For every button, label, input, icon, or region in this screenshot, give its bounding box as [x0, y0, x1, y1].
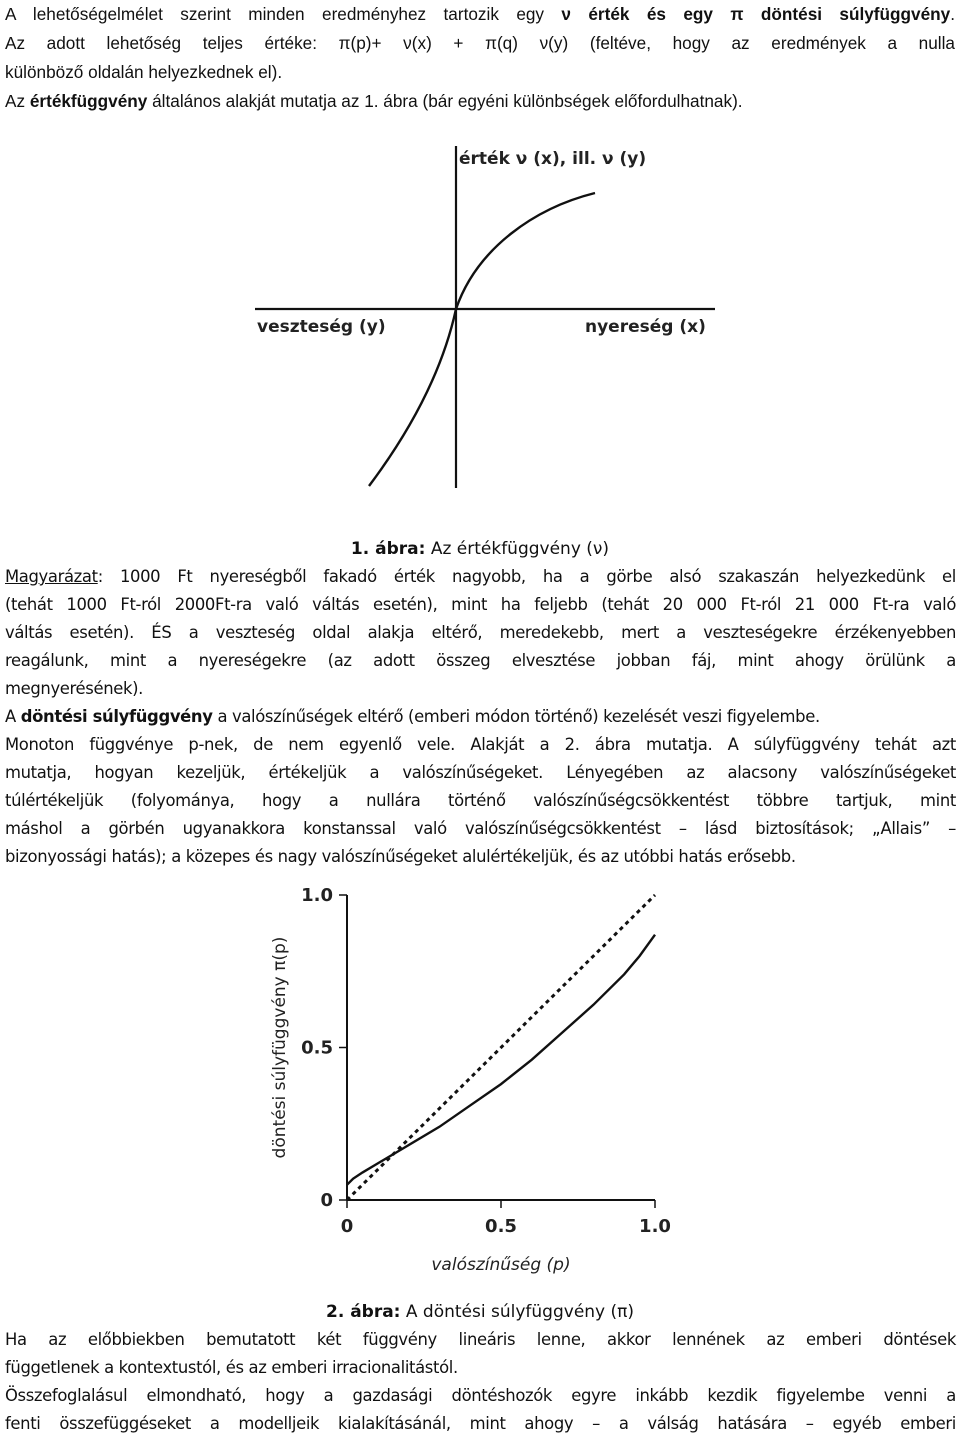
value-curve — [369, 193, 595, 486]
value-function-figure — [245, 138, 725, 498]
y-tick-label: 0.5 — [301, 1037, 333, 1059]
intro-text: általános alakját mutatja az 1. ábra (bár egyéni különbségek előfordulhatnak). — [147, 91, 743, 111]
pi-symbol: π — [730, 4, 744, 24]
y-axis-label: döntési súlyfüggvény π(p) — [270, 936, 290, 1159]
y-tick-label: 0 — [320, 1190, 333, 1211]
y-tick-label: 1.0 — [301, 885, 333, 906]
explanation-label: Magyarázat — [5, 567, 98, 586]
para1-line-9: túlértékeljük (folyománya, hogy a nullára történő valószínűségcsökkentést többre tartjuk, mint — [5, 791, 956, 810]
nu-symbol: ν — [561, 4, 571, 24]
para1-line-10: máshol a görbén ugyanakkora konstanssal való valószínűségcsökkentést – lásd biztosítások; „Allais” – — [5, 819, 956, 838]
para2-line-3: Összefoglalásul elmondható, hogy a gazdasági döntéshozók egyre inkább kezdik figyelembe venni a — [5, 1386, 956, 1405]
para1-line-2: (tehát 1000 Ft-ról 2000Ft-ra való váltás esetén), mint ha feljebb (tehát 20 000 Ft-ról 21 000 Ft-ra való — [5, 595, 956, 614]
figure1-caption-text: Az értékfüggvény (ν) — [425, 539, 610, 559]
loss-label: veszteség (y) — [257, 317, 386, 337]
figure2-caption — [0, 1298, 960, 1326]
weight-curve — [347, 935, 655, 1185]
gain-label: nyereség (x) — [585, 317, 706, 337]
para1-line-4: reagálunk, mint a nyereségekre (az adott összeg elvesztése jobban fáj, mint ahogy örülünk a — [5, 651, 956, 670]
figure1-caption — [0, 535, 960, 563]
weight-term: döntési súlyfüggvény — [743, 4, 951, 24]
para1-line-7: Monoton függvénye p-nek, de nem egyenlő vele. Alakját a 2. ábra mutatja. A súlyfüggvény tehát azt — [5, 735, 956, 754]
para1-text: : 1000 Ft nyereségből fakadó érték nagyobb, ha a görbe alsó szakaszán helyezkedünk el — [97, 567, 956, 586]
figure2-caption-text: A döntési súlyfüggvény (π) — [400, 1302, 635, 1322]
para1-line-1 — [5, 563, 956, 591]
value-function-term: értékfüggvény — [29, 91, 148, 111]
x-tick-label: 0.5 — [485, 1216, 517, 1237]
value-term: érték és egy — [570, 4, 731, 24]
summary-paragraph — [5, 1326, 956, 1438]
x-tick-label: 0 — [340, 1216, 354, 1237]
intro-line-2: Az adott lehetőség teljes értéke: π(p)+ ν(x) + π(q) ν(y) (feltéve, hogy az eredmények a nulla — [5, 33, 955, 53]
para2-line-4: fenti összefüggéseket a modelljeik kialakításánál, mint ahogy – a válság hatására – egyéb emberi — [5, 1414, 956, 1433]
para1-line-11: bizonyossági hatás); a közepes és nagy valószínűségeket alulértékeljük, és az utóbbi hatás erősebb. — [5, 847, 796, 866]
para1-line-5: megnyerésének). — [5, 679, 144, 698]
para1-text: a valószínűségek eltérő (emberi módon történő) kezelését veszi figyelembe. — [212, 707, 820, 726]
explanation-paragraph — [5, 563, 956, 871]
y-axis-label: érték ν (x), ill. ν (y) — [459, 149, 647, 169]
para2-line-2: függetlenek a kontextustól, és az emberi irracionalitástól. — [5, 1358, 458, 1377]
para1-line-8: mutatja, hogyan kezeljük, értékeljük a valószínűségeket. Lényegében az alacsony valószínűségeket — [5, 763, 956, 782]
para1-line-6 — [5, 703, 956, 731]
intro-period: . — [950, 4, 955, 24]
figure1-caption-number: 1. ábra: — [350, 539, 426, 559]
intro-text: A lehetőségelmélet szerint minden eredményhez tartozik egy — [5, 4, 562, 24]
chart-labels — [270, 885, 671, 1275]
intro-line-1 — [5, 0, 955, 29]
decision-weight-term: döntési súlyfüggvény — [20, 707, 213, 726]
figure2-caption-number: 2. ábra: — [325, 1302, 401, 1322]
intro-text: Az — [5, 91, 30, 111]
x-axis-label: valószínűség (p) — [431, 1255, 571, 1275]
para1-text: A — [5, 707, 21, 726]
intro-paragraph — [5, 0, 955, 116]
x-tick-label: 1.0 — [639, 1216, 671, 1237]
para2-line-1: Ha az előbbiekben bemutatott két függvény lineáris lenne, akkor lennének az emberi döntések — [5, 1330, 956, 1349]
para1-line-3: váltás esetén). ÉS a veszteség oldal alakja eltérő, meredekebb, mert a veszteségekre érzékenyebben — [5, 623, 956, 642]
intro-line-4 — [5, 87, 955, 116]
intro-line-3: különböző oldalán helyezkednek el). — [5, 62, 283, 82]
decision-weight-chart — [255, 880, 685, 1280]
chart-series — [347, 895, 655, 1200]
